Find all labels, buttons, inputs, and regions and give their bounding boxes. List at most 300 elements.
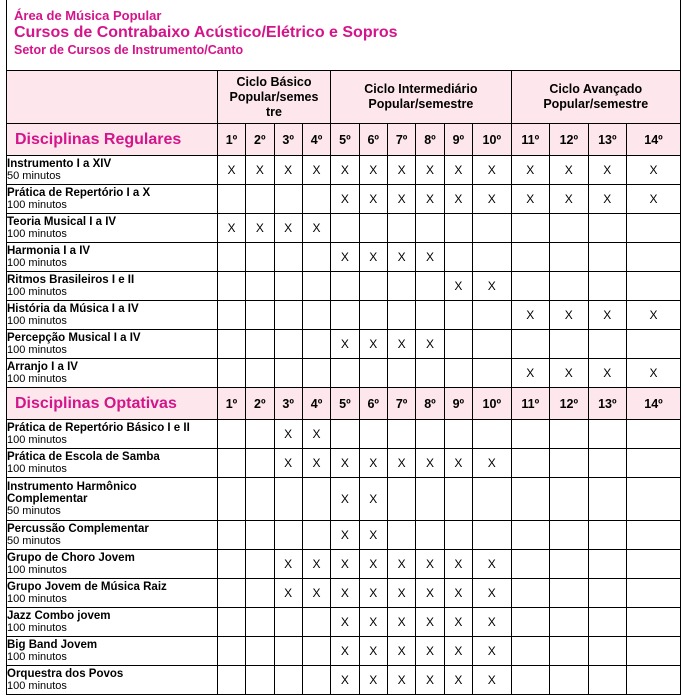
semester-cell	[627, 478, 681, 521]
semester-mark: X	[416, 156, 444, 185]
section-title: Disciplinas Regulares	[7, 124, 218, 156]
semester-mark: X	[274, 156, 302, 185]
semester-cell	[246, 420, 274, 449]
semester-mark: X	[550, 185, 589, 214]
semester-mark: X	[274, 579, 302, 608]
course-duration: 100 minutos	[7, 651, 67, 663]
cycle-label-line: Popular/semestre	[368, 97, 474, 111]
semester-mark: X	[302, 579, 330, 608]
course-name-cell	[7, 156, 218, 185]
semester-cell	[473, 478, 512, 521]
semester-cell	[588, 478, 627, 521]
semester-cell	[511, 521, 550, 550]
semester-mark: X	[387, 608, 415, 637]
semester-label: 4º	[302, 124, 330, 156]
semester-mark: X	[302, 420, 330, 449]
curriculum-table	[6, 70, 681, 695]
semester-cell	[627, 243, 681, 272]
semester-label: 7º	[387, 124, 415, 156]
semester-mark: X	[444, 449, 472, 478]
semester-cell	[416, 359, 444, 388]
semester-cell	[387, 521, 415, 550]
semester-mark: X	[359, 637, 387, 666]
cycle-label-line: Popular/semestre	[543, 97, 649, 111]
semester-cell	[246, 478, 274, 521]
semester-cell	[217, 272, 245, 301]
semester-label: 10º	[473, 124, 512, 156]
semester-mark: X	[444, 185, 472, 214]
semester-mark: X	[359, 478, 387, 521]
semester-mark: X	[331, 156, 359, 185]
course-name: História da Música I a IV	[7, 303, 139, 315]
semester-cell	[246, 666, 274, 695]
cycle-header-cell	[217, 71, 330, 124]
semester-mark: X	[473, 608, 512, 637]
semester-cell	[302, 608, 330, 637]
semester-cell	[217, 550, 245, 579]
table-row	[7, 420, 681, 449]
semester-mark: X	[550, 156, 589, 185]
table-row	[7, 156, 681, 185]
semester-cell	[416, 420, 444, 449]
table-row	[7, 550, 681, 579]
semester-cell	[217, 521, 245, 550]
semester-cell	[246, 550, 274, 579]
semester-mark: X	[416, 608, 444, 637]
sector-title: Setor de Cursos de Instrumento/Canto	[14, 43, 244, 57]
course-duration: 50 minutos	[7, 170, 61, 182]
semester-mark: X	[473, 449, 512, 478]
semester-label: 12º	[550, 388, 589, 420]
semester-mark: X	[627, 156, 681, 185]
semester-cell	[331, 359, 359, 388]
semester-cell	[511, 666, 550, 695]
cycle-label-line: Popular/semes	[229, 89, 319, 104]
semester-cell	[246, 637, 274, 666]
course-duration: 100 minutos	[7, 344, 67, 356]
semester-cell	[550, 550, 589, 579]
semester-mark: X	[274, 214, 302, 243]
semester-cell	[588, 666, 627, 695]
semester-mark: X	[359, 330, 387, 359]
semester-mark: X	[473, 637, 512, 666]
course-name: Arranjo I a IV	[7, 361, 78, 373]
semester-mark: X	[359, 579, 387, 608]
course-duration: 100 minutos	[7, 680, 67, 692]
semester-cell	[550, 579, 589, 608]
semester-mark: X	[331, 243, 359, 272]
semester-cell	[302, 666, 330, 695]
cycle-header-blank	[7, 71, 218, 124]
semester-cell	[217, 666, 245, 695]
semester-cell	[416, 301, 444, 330]
semester-mark: X	[416, 637, 444, 666]
semester-cell	[444, 521, 472, 550]
semester-mark: X	[387, 637, 415, 666]
semester-cell	[302, 243, 330, 272]
semester-cell	[387, 420, 415, 449]
semester-cell	[274, 301, 302, 330]
semester-cell	[274, 185, 302, 214]
semester-cell	[274, 608, 302, 637]
semester-label: 10º	[473, 388, 512, 420]
semester-cell	[387, 272, 415, 301]
semester-cell	[627, 521, 681, 550]
course-duration: 50 minutos	[7, 535, 61, 547]
course-duration: 100 minutos	[7, 564, 67, 576]
semester-mark: X	[331, 608, 359, 637]
semester-cell	[511, 243, 550, 272]
table-row	[7, 214, 681, 243]
course-name-cell	[7, 301, 218, 330]
table-row	[7, 301, 681, 330]
semester-mark: X	[274, 449, 302, 478]
semester-mark: X	[627, 301, 681, 330]
semester-cell	[416, 214, 444, 243]
course-name: Prática de Repertório I a X	[7, 187, 151, 199]
semester-cell	[627, 420, 681, 449]
semester-cell	[387, 478, 415, 521]
course-name: Harmonia I a IV	[7, 245, 91, 257]
semester-cell	[416, 478, 444, 521]
semester-cell	[274, 243, 302, 272]
semester-cell	[359, 214, 387, 243]
area-title: Área de Música Popular	[14, 8, 162, 23]
course-name: Big Band Jovem	[7, 639, 98, 651]
semester-cell	[217, 608, 245, 637]
semester-cell	[588, 214, 627, 243]
semester-cell	[588, 449, 627, 478]
section-title: Disciplinas Optativas	[7, 388, 218, 420]
semester-mark: X	[627, 359, 681, 388]
semester-mark: X	[387, 579, 415, 608]
semester-cell	[302, 521, 330, 550]
semester-cell	[302, 359, 330, 388]
semester-cell	[627, 637, 681, 666]
semester-cell	[274, 478, 302, 521]
semester-label: 6º	[359, 388, 387, 420]
semester-cell	[627, 214, 681, 243]
semester-cell	[473, 420, 512, 449]
semester-mark: X	[588, 359, 627, 388]
course-name: Grupo Jovem de Música Raiz	[7, 581, 167, 593]
semester-label: 14º	[627, 124, 681, 156]
course-duration: 100 minutos	[7, 228, 67, 240]
semester-cell	[217, 330, 245, 359]
semester-cell	[511, 550, 550, 579]
semester-mark: X	[331, 579, 359, 608]
semester-mark: X	[416, 449, 444, 478]
semester-cell	[511, 579, 550, 608]
semester-cell	[550, 272, 589, 301]
semester-cell	[246, 330, 274, 359]
table-row	[7, 608, 681, 637]
semester-mark: X	[588, 185, 627, 214]
course-duration: 100 minutos	[7, 286, 67, 298]
semester-label: 3º	[274, 388, 302, 420]
semester-mark: X	[473, 579, 512, 608]
semester-cell	[627, 608, 681, 637]
semester-cell	[550, 449, 589, 478]
table-row	[7, 330, 681, 359]
semester-label: 8º	[416, 124, 444, 156]
semester-cell	[217, 301, 245, 330]
semester-cell	[246, 185, 274, 214]
semester-cell	[473, 359, 512, 388]
course-duration: 100 minutos	[7, 463, 67, 475]
semester-cell	[550, 608, 589, 637]
semester-cell	[627, 272, 681, 301]
semester-cell	[217, 449, 245, 478]
course-name: Instrumento Harmônico Complementar	[7, 481, 137, 505]
table-row	[7, 449, 681, 478]
semester-mark: X	[331, 550, 359, 579]
semester-cell	[274, 330, 302, 359]
course-name-cell	[7, 214, 218, 243]
semester-mark: X	[331, 521, 359, 550]
semester-mark: X	[331, 478, 359, 521]
semester-mark: X	[444, 666, 472, 695]
semester-cell	[473, 243, 512, 272]
semester-label: 9º	[444, 388, 472, 420]
semester-cell	[511, 214, 550, 243]
semester-label: 13º	[588, 388, 627, 420]
semester-cell	[246, 449, 274, 478]
semester-mark: X	[473, 185, 512, 214]
semester-mark: X	[473, 272, 512, 301]
semester-cell	[550, 214, 589, 243]
semester-mark: X	[359, 449, 387, 478]
semester-mark: X	[302, 449, 330, 478]
semester-mark: X	[387, 243, 415, 272]
course-name: Prática de Repertório Básico I e II	[7, 422, 190, 434]
semester-cell	[274, 272, 302, 301]
semester-mark: X	[387, 666, 415, 695]
cycle-label-line: tre	[266, 104, 282, 119]
semester-mark: X	[550, 301, 589, 330]
semester-cell	[302, 637, 330, 666]
semester-cell	[444, 359, 472, 388]
semester-cell	[416, 272, 444, 301]
semester-mark: X	[588, 301, 627, 330]
semester-cell	[550, 420, 589, 449]
semester-cell	[246, 243, 274, 272]
semester-cell	[550, 521, 589, 550]
semester-mark: X	[511, 359, 550, 388]
semester-mark: X	[331, 185, 359, 214]
semester-cell	[246, 301, 274, 330]
semester-mark: X	[217, 214, 245, 243]
semester-cell	[588, 637, 627, 666]
semester-cell	[511, 330, 550, 359]
cycle-label-line: Ciclo Básico	[236, 74, 312, 89]
semester-cell	[416, 521, 444, 550]
semester-mark: X	[359, 666, 387, 695]
course-duration: 100 minutos	[7, 622, 67, 634]
course-name: Orquestra dos Povos	[7, 668, 124, 680]
course-name-cell	[7, 579, 218, 608]
semester-cell	[473, 301, 512, 330]
semester-cell	[511, 608, 550, 637]
course-name: Percussão Complementar	[7, 523, 149, 535]
semester-mark: X	[359, 185, 387, 214]
semester-cell	[511, 449, 550, 478]
course-name-cell	[7, 420, 218, 449]
semester-cell	[550, 478, 589, 521]
section-header-row	[7, 388, 681, 420]
course-name-cell	[7, 550, 218, 579]
course-name-cell	[7, 521, 218, 550]
semester-cell	[588, 330, 627, 359]
semester-cell	[274, 359, 302, 388]
semester-mark: X	[331, 330, 359, 359]
semester-mark: X	[416, 550, 444, 579]
semester-mark: X	[331, 637, 359, 666]
semester-cell	[387, 214, 415, 243]
course-name-cell	[7, 243, 218, 272]
cycle-label-line: Ciclo Avançado	[549, 82, 643, 96]
semester-cell	[444, 243, 472, 272]
course-name-cell	[7, 478, 218, 521]
semester-mark: X	[274, 420, 302, 449]
semester-mark: X	[444, 272, 472, 301]
semester-cell	[359, 420, 387, 449]
course-duration: 100 minutos	[7, 315, 67, 327]
table-row	[7, 272, 681, 301]
semester-label: 8º	[416, 388, 444, 420]
semester-cell	[444, 478, 472, 521]
semester-cell	[246, 521, 274, 550]
course-duration: 100 minutos	[7, 257, 67, 269]
semester-mark: X	[550, 359, 589, 388]
semester-mark: X	[511, 185, 550, 214]
semester-cell	[588, 608, 627, 637]
semester-cell	[550, 330, 589, 359]
course-name-cell	[7, 359, 218, 388]
semester-mark: X	[387, 185, 415, 214]
semester-label: 9º	[444, 124, 472, 156]
course-name: Jazz Combo jovem	[7, 610, 111, 622]
course-duration: 100 minutos	[7, 373, 67, 385]
cycle-header-row	[7, 71, 681, 124]
semester-mark: X	[444, 550, 472, 579]
semester-mark: X	[444, 637, 472, 666]
semester-mark: X	[387, 449, 415, 478]
semester-cell	[511, 637, 550, 666]
semester-cell	[387, 301, 415, 330]
semester-mark: X	[511, 156, 550, 185]
semester-mark: X	[302, 214, 330, 243]
semester-cell	[302, 185, 330, 214]
semester-mark: X	[416, 579, 444, 608]
semester-cell	[302, 301, 330, 330]
table-row	[7, 359, 681, 388]
semester-mark: X	[302, 156, 330, 185]
semester-cell	[627, 330, 681, 359]
semester-cell	[302, 478, 330, 521]
semester-label: 6º	[359, 124, 387, 156]
course-name: Grupo de Choro Jovem	[7, 552, 135, 564]
semester-cell	[217, 420, 245, 449]
semester-cell	[217, 478, 245, 521]
semester-label: 2º	[246, 388, 274, 420]
semester-cell	[588, 521, 627, 550]
semester-cell	[359, 301, 387, 330]
semester-cell	[217, 637, 245, 666]
semester-cell	[511, 272, 550, 301]
semester-label: 5º	[331, 388, 359, 420]
cycle-label-line: Ciclo Intermediário	[364, 82, 478, 96]
semester-mark: X	[511, 301, 550, 330]
semester-cell	[331, 420, 359, 449]
semester-cell	[550, 637, 589, 666]
course-duration: 100 minutos	[7, 593, 67, 605]
table-row	[7, 521, 681, 550]
semester-cell	[331, 301, 359, 330]
semester-cell	[246, 272, 274, 301]
semester-cell	[473, 521, 512, 550]
semester-cell	[217, 243, 245, 272]
semester-label: 3º	[274, 124, 302, 156]
semester-label: 12º	[550, 124, 589, 156]
course-duration: 50 minutos	[7, 505, 61, 517]
semester-cell	[588, 579, 627, 608]
semester-cell	[274, 521, 302, 550]
semester-label: 5º	[331, 124, 359, 156]
semester-mark: X	[359, 156, 387, 185]
semester-cell	[359, 359, 387, 388]
semester-label: 14º	[627, 388, 681, 420]
semester-cell	[588, 243, 627, 272]
course-name-cell	[7, 330, 218, 359]
semester-cell	[511, 478, 550, 521]
semester-cell	[246, 608, 274, 637]
course-duration: 100 minutos	[7, 434, 67, 446]
semester-cell	[217, 359, 245, 388]
semester-cell	[387, 359, 415, 388]
semester-cell	[627, 449, 681, 478]
table-row	[7, 478, 681, 521]
semester-label: 11º	[511, 388, 550, 420]
semester-label: 11º	[511, 124, 550, 156]
semester-mark: X	[444, 156, 472, 185]
semester-cell	[473, 214, 512, 243]
course-name-cell	[7, 185, 218, 214]
table-row	[7, 666, 681, 695]
semester-cell	[359, 272, 387, 301]
table-row	[7, 243, 681, 272]
semester-cell	[274, 666, 302, 695]
semester-mark: X	[302, 550, 330, 579]
semester-cell	[444, 214, 472, 243]
semester-cell	[331, 272, 359, 301]
semester-mark: X	[331, 666, 359, 695]
course-name-cell	[7, 449, 218, 478]
course-name-cell	[7, 272, 218, 301]
semester-mark: X	[627, 185, 681, 214]
semester-cell	[217, 185, 245, 214]
semester-label: 1º	[217, 124, 245, 156]
course-name: Teoria Musical I a IV	[7, 216, 117, 228]
course-name: Instrumento I a XIV	[7, 158, 112, 170]
semester-cell	[331, 214, 359, 243]
semester-cell	[550, 666, 589, 695]
semester-mark: X	[444, 608, 472, 637]
course-name-cell	[7, 608, 218, 637]
semester-cell	[444, 301, 472, 330]
course-name-cell	[7, 637, 218, 666]
table-row	[7, 637, 681, 666]
